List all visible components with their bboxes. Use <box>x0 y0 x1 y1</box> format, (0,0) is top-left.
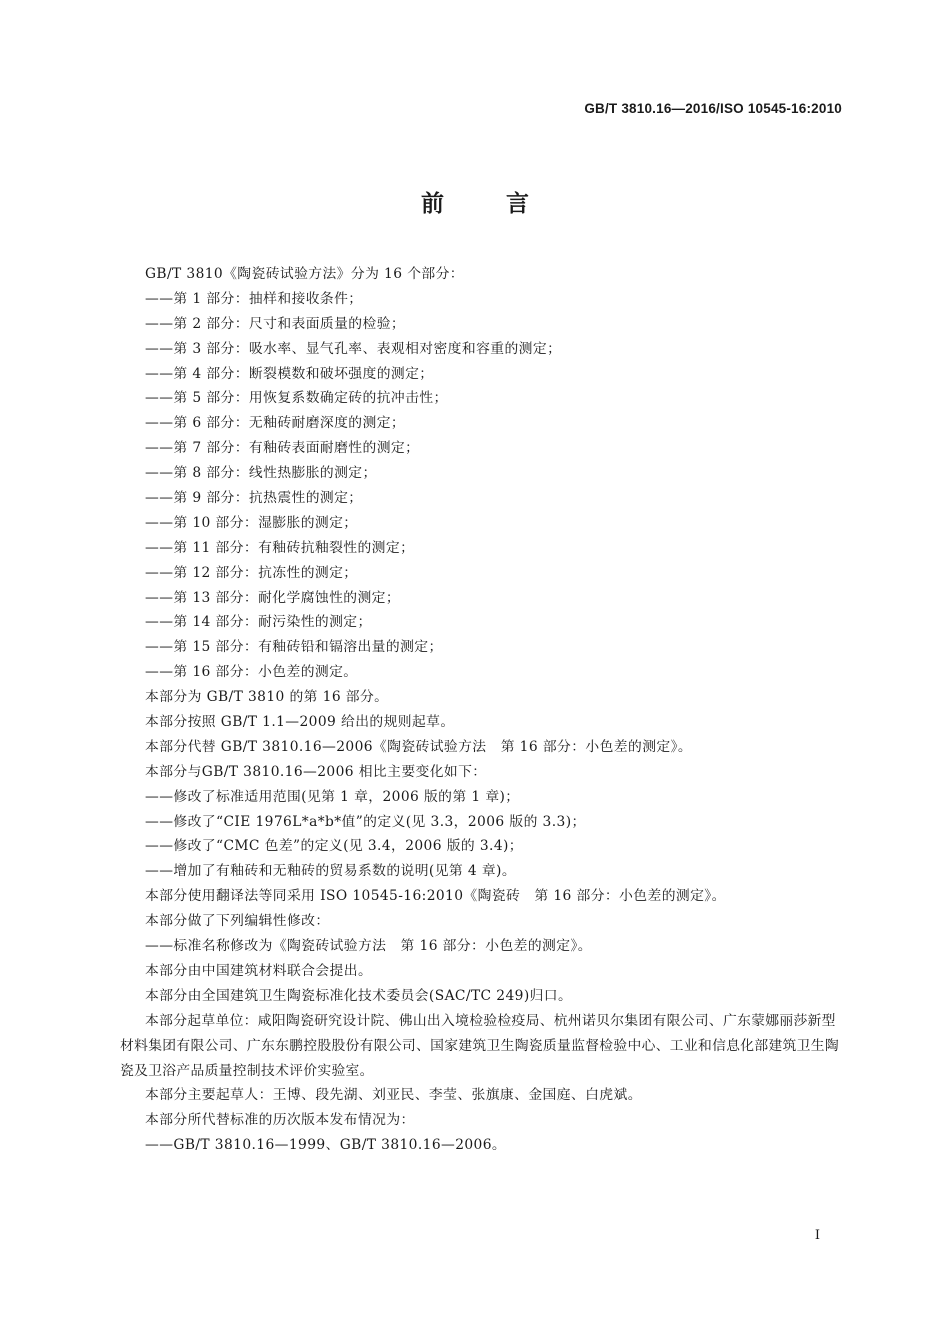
foreword-line: ——增加了有釉砖和无釉砖的贸易系数的说明(见第 4 章)。 <box>145 863 517 880</box>
foreword-line: ——标准名称修改为《陶瓷砖试验方法 第 16 部分：小色差的测定》。 <box>145 938 592 955</box>
foreword-line: ——第 1 部分：抽样和接收条件； <box>145 290 363 307</box>
foreword-lines <box>145 262 845 1009</box>
foreword-line: 本部分主要起草人：王博、段先湖、刘亚民、李莹、张旗康、金国庭、白虎斌。 <box>145 1087 642 1104</box>
foreword-line: ——第 14 部分：耐污染性的测定； <box>145 614 372 631</box>
foreword-line: GB/T 3810《陶瓷砖试验方法》分为 16 个部分： <box>145 266 464 282</box>
foreword-line: ——修改了“CIE 1976L*a*b*值”的定义(见 3.3，2006 版的 3.3)； <box>145 813 586 830</box>
foreword-line: ——第 5 部分：用恢复系数确定砖的抗冲击性； <box>145 390 448 407</box>
foreword-line: ——第 2 部分：尺寸和表面质量的检验； <box>145 315 406 332</box>
foreword-line: ——第 10 部分：湿膨胀的测定； <box>145 514 358 531</box>
page-number: I <box>814 1228 820 1243</box>
page-title: 前言 <box>421 191 591 217</box>
foreword-line: ——第 11 部分：有釉砖抗釉裂性的测定； <box>145 539 415 556</box>
foreword-line: 本部分按照 GB/T 1.1—2009 给出的规则起草。 <box>145 714 455 731</box>
foreword-line: ——第 8 部分：线性热膨胀的测定； <box>145 465 377 482</box>
foreword-line: ——第 3 部分：吸水率、显气孔率、表观相对密度和容重的测定； <box>145 340 562 357</box>
drafting-units-paragraph: 本部分起草单位：咸阳陶瓷研究设计院、佛山出入境检验检疫局、杭州诺贝尔集团有限公司、广东蒙娜丽莎新型材料集团有限公司、广东东鹏控股股份有限公司、国家建筑卫生陶瓷质量监督检验中心、工业和信息化部建筑卫生陶瓷及卫浴产品质量控制技术评价实验室。 <box>120 1012 839 1079</box>
foreword-line: 本部分为 GB/T 3810 的第 16 部分。 <box>145 689 389 706</box>
foreword-line: 本部分由中国建筑材料联合会提出。 <box>145 962 373 979</box>
standard-code: GB/T 3810.16—2016/ISO 10545-16:2010 <box>584 101 842 116</box>
foreword-tail-lines <box>145 1083 845 1158</box>
foreword-line: ——第 6 部分：无釉砖耐磨深度的测定； <box>145 415 406 432</box>
foreword-line: 本部分所代替标准的历次版本发布情况为： <box>145 1112 415 1129</box>
foreword-line: ——第 13 部分：耐化学腐蚀性的测定； <box>145 589 401 606</box>
foreword-line: ——第 7 部分：有釉砖表面耐磨性的测定； <box>145 440 420 457</box>
foreword-line: ——第 15 部分：有釉砖铅和镉溶出量的测定； <box>145 639 443 656</box>
foreword-line: ——第 9 部分：抗热震性的测定； <box>145 490 363 507</box>
foreword-line: ——修改了标准适用范围(见第 1 章，2006 版的第 1 章)； <box>145 788 520 805</box>
foreword-line: ——GB/T 3810.16—1999、GB/T 3810.16—2006。 <box>145 1137 507 1154</box>
foreword-line: 本部分使用翻译法等同采用 ISO 10545-16:2010《陶瓷砖 第 16 部分：小色差的测定》。 <box>145 888 726 905</box>
foreword-line: ——第 4 部分：断裂模数和破坏强度的测定； <box>145 365 434 382</box>
foreword-line: 本部分与GB/T 3810.16—2006 相比主要变化如下： <box>145 763 487 780</box>
foreword-line: 本部分代替 GB/T 3810.16—2006《陶瓷砖试验方法 第 16 部分：小色差的测定》。 <box>145 738 693 755</box>
foreword-body <box>120 262 845 1158</box>
foreword-line: 本部分做了下列编辑性修改： <box>145 913 330 930</box>
foreword-line: ——第 12 部分：抗冻性的测定； <box>145 564 358 581</box>
foreword-line: 本部分由全国建筑卫生陶瓷标准化技术委员会(SAC/TC 249)归口。 <box>145 987 573 1004</box>
foreword-line: ——第 16 部分：小色差的测定。 <box>145 664 358 681</box>
foreword-line: ——修改了“CMC 色差”的定义(见 3.4，2006 版的 3.4)； <box>145 838 524 855</box>
